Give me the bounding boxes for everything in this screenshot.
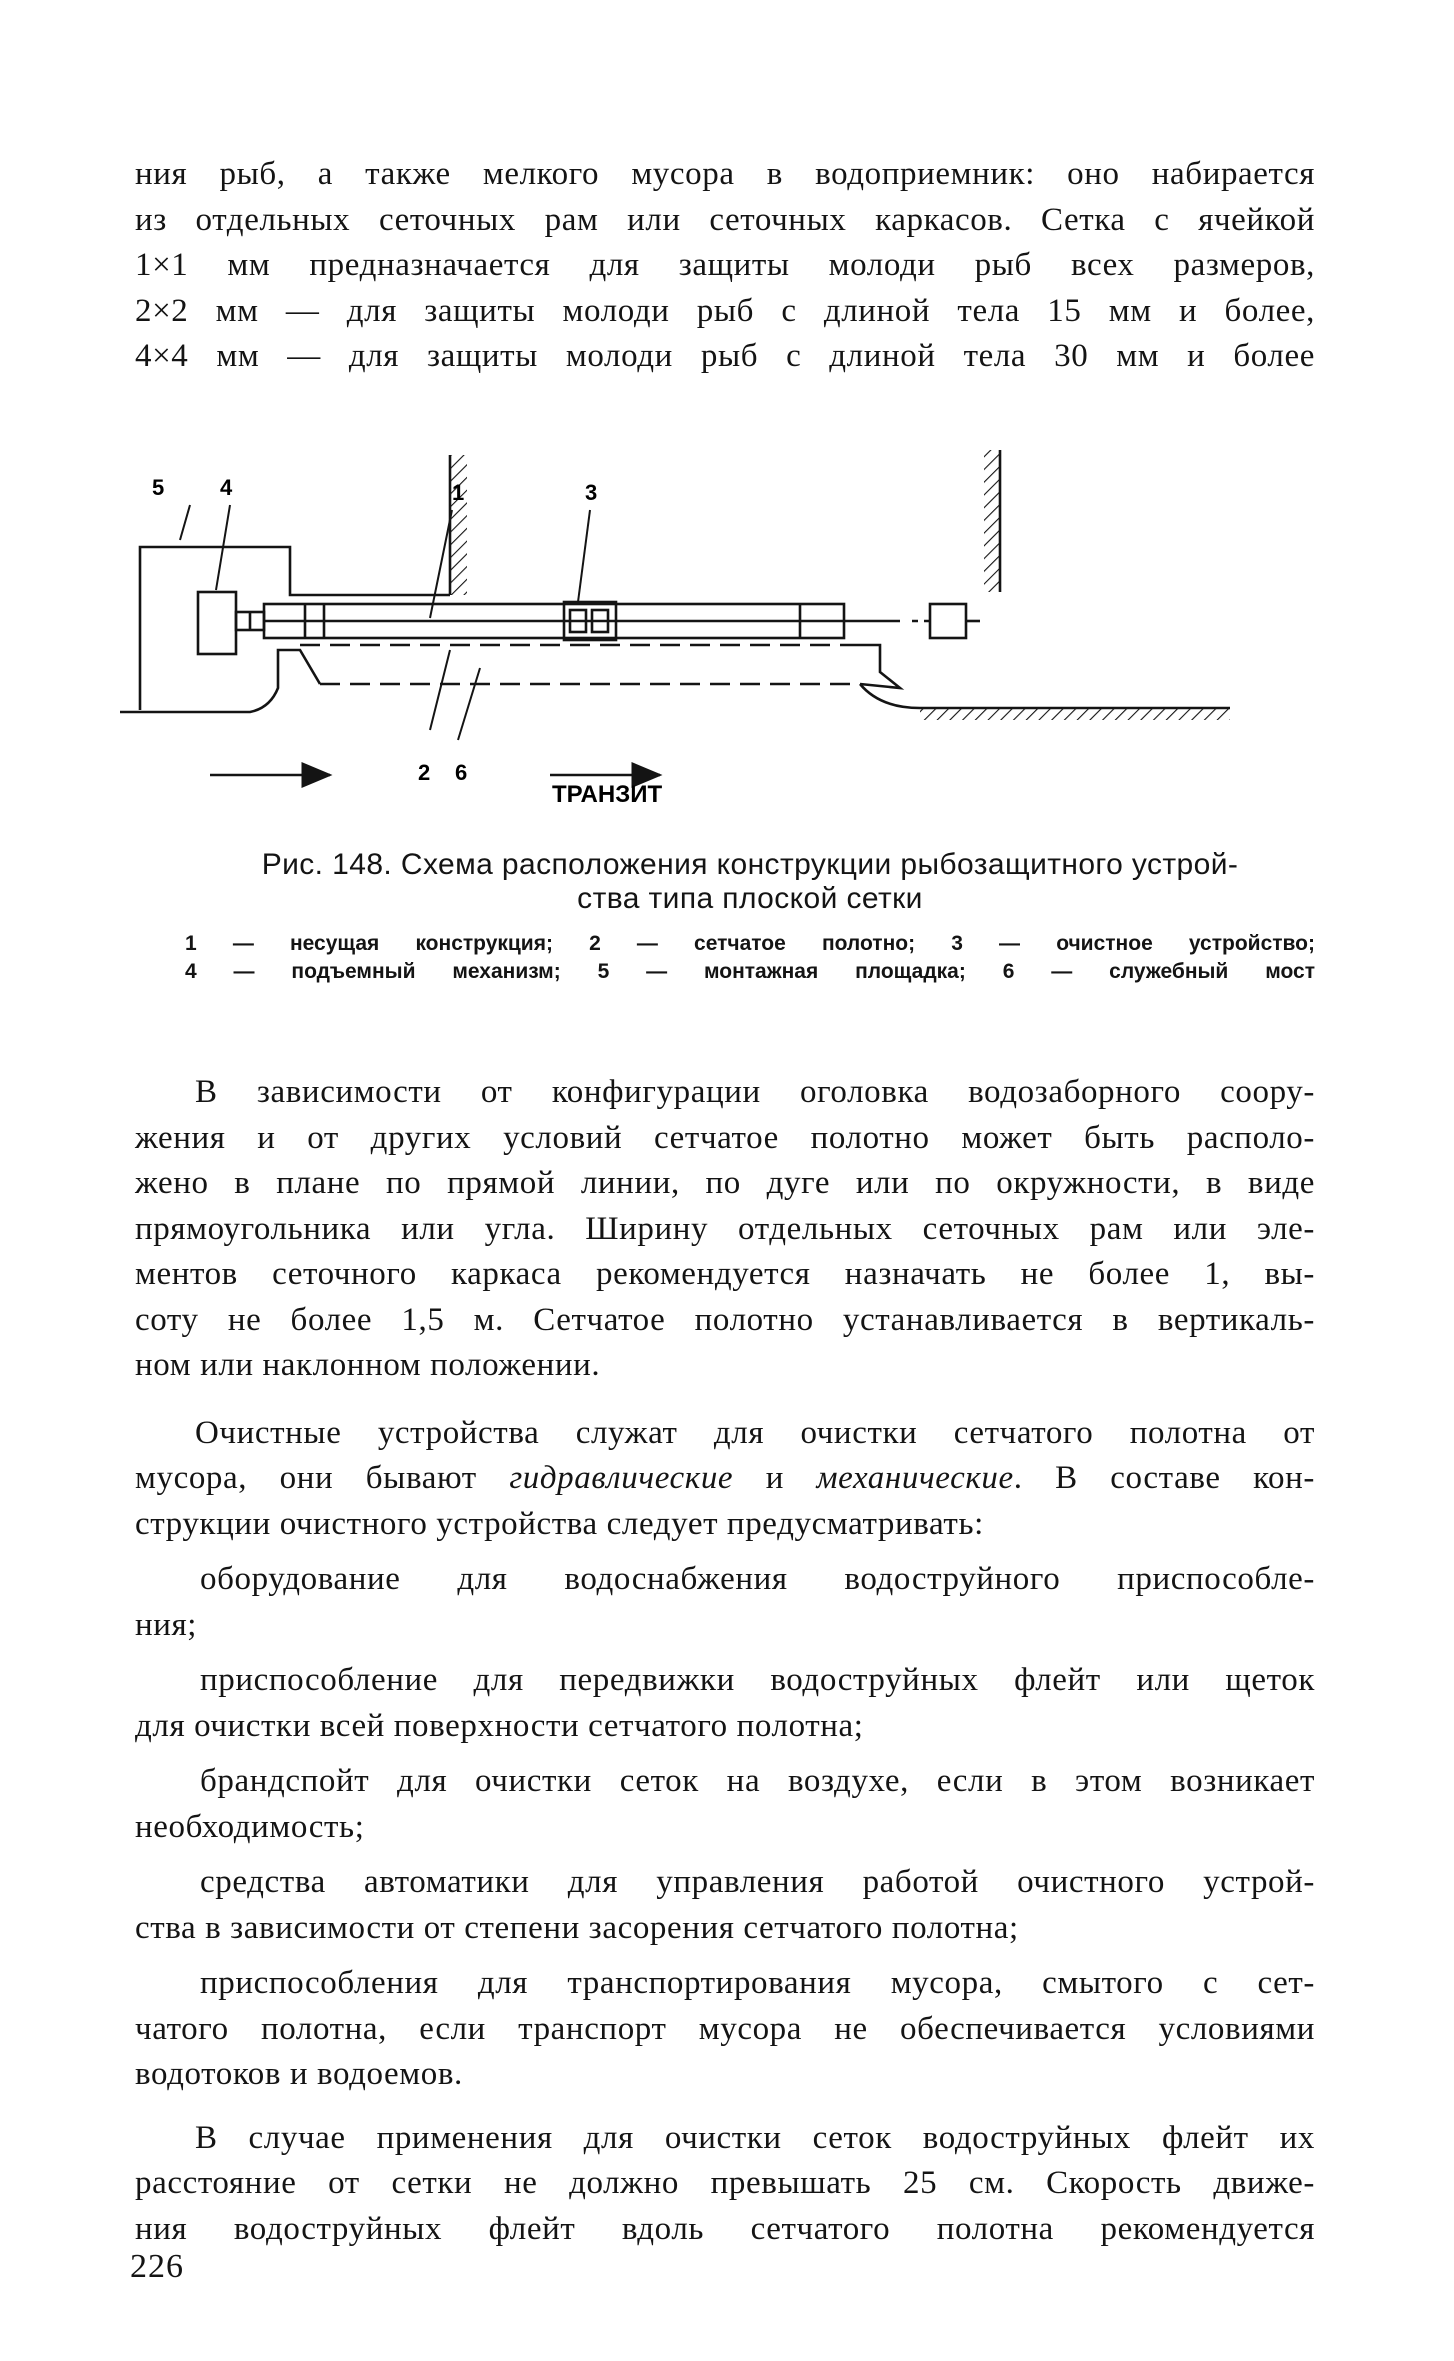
list-item <box>135 1860 1315 1951</box>
leader-3 <box>578 510 590 602</box>
text-line: 2×2 мм — для защиты молоди рыб с длиной тела 15 мм и более, <box>135 292 1315 329</box>
text-line: ния рыб, а также мелкого мусора в водоприемник: оно набирается <box>135 156 1315 192</box>
term-hydraulic: гидравлические <box>509 1460 734 1496</box>
list-item <box>135 1557 1315 1648</box>
right-support <box>860 645 900 688</box>
paragraph-configuration <box>135 1070 1315 1389</box>
list-item <box>135 1658 1315 1749</box>
page-number: 226 <box>130 2248 184 2285</box>
leader-5 <box>180 505 190 540</box>
text-line: соту не более 1,5 м. Сетчатое полотно устанавливается в вертикаль- <box>135 1301 1315 1338</box>
term-mechanical: механические <box>816 1460 1014 1496</box>
legend-line: 1 — несущая конструкция; 2 — сетчатое полотно; 3 — очистное устройство; <box>185 932 1315 955</box>
caption-title <box>185 848 1315 916</box>
caption-title-line: Рис. 148. Схема расположения конструкции рыбозащитного устрой- <box>261 848 1239 881</box>
text-line: необходимость; <box>135 1808 365 1845</box>
figure-caption <box>185 848 1315 986</box>
text-line: В зависимости от конфигурации оголовка водозаборного соору- <box>195 1074 1315 1110</box>
text-line: приспособления для транспортирования мусора, смытого с сет- <box>200 1965 1315 2001</box>
figure-148 <box>152 440 1340 808</box>
caption-title-line: ства типа плоской сетки <box>577 882 923 915</box>
text-line: жено в плане по прямой линии, по дуге или по окружности, в виде <box>135 1165 1315 1201</box>
label-2: 2 <box>418 760 431 785</box>
text-line: ства в зависимости от степени засорения сетчатого полотна; <box>135 1909 1019 1946</box>
text-line: жения и от других условий сетчатое полотно может быть располо- <box>135 1119 1315 1156</box>
text-line: 1×1 мм предназначается для защиты молоди рыб всех размеров, <box>135 247 1315 283</box>
label-transit: ТРАНЗИТ <box>552 781 663 808</box>
text-line: брандспойт для очистки сеток на воздухе, если в этом возникает <box>200 1763 1315 1799</box>
label-5: 5 <box>152 475 165 500</box>
leader-6 <box>458 668 480 740</box>
text-line: ния; <box>135 1606 198 1643</box>
right-wall-hatch <box>984 450 1000 592</box>
text-line: ментов сеточного каркаса рекомендуется назначать не более 1, вы- <box>135 1256 1315 1292</box>
text-line: оборудование для водоснабжения водоструйного приспособле- <box>200 1561 1315 1597</box>
left-support <box>278 650 320 684</box>
label-4: 4 <box>220 475 233 500</box>
text-line: приспособление для передвижки водоструйных флейт или щеток <box>200 1662 1315 1698</box>
text-line: струкции очистного устройства следует предусматривать: <box>135 1505 984 1542</box>
text-line: расстояние от сетки не должно превышать 25 см. Скорость движе- <box>135 2165 1315 2201</box>
right-bank-hatch <box>920 708 1230 720</box>
text-line: чатого полотна, если транспорт мусора не обеспечивается условиями <box>135 2010 1315 2047</box>
caption-legend <box>185 930 1315 986</box>
left-bank <box>120 680 278 712</box>
text-line: водотоков и водоемов. <box>135 2056 463 2092</box>
paragraph-flutes <box>135 2116 1315 2253</box>
text-line: мусора, они бывают гидравлические и механические. В составе кон- <box>135 1460 1315 1496</box>
label-1: 1 <box>452 480 465 505</box>
list-item <box>135 1961 1315 2098</box>
label-3: 3 <box>585 480 598 505</box>
text-line: ном или наклонном положении. <box>135 1347 601 1383</box>
list-item <box>135 1759 1315 1850</box>
text-line: В случае применения для очистки сеток водоструйных флейт их <box>195 2119 1315 2156</box>
paragraph-cleaning-devices <box>135 1411 1315 1548</box>
text-line: 4×4 мм — для защиты молоди рыб с длиной тела 30 мм и более <box>135 338 1315 374</box>
legend-line: 4 — подъемный механизм; 5 — монтажная площадка; 6 — служебный мост <box>185 960 1315 983</box>
text-line: средства автоматики для управления работой очистного устрой- <box>200 1864 1315 1900</box>
text-line: прямоугольника или угла. Ширину отдельных сеточных рам или эле- <box>135 1210 1315 1247</box>
text-line: Очистные устройства служат для очистки сетчатого полотна от <box>195 1414 1315 1451</box>
lifting-mechanism <box>198 592 236 654</box>
montage-platform <box>140 547 450 710</box>
top-paragraph <box>135 152 1315 380</box>
text-line: для очистки всей поверхности сетчатого полотна; <box>135 1707 864 1744</box>
fish-screen-diagram <box>152 440 1340 808</box>
left-wall-hatch <box>451 455 467 595</box>
text-line: ния водоструйных флейт вдоль сетчатого полотна рекомендуется <box>135 2210 1315 2247</box>
leader-2 <box>430 650 450 730</box>
remote-box <box>930 604 966 638</box>
label-6: 6 <box>455 760 468 785</box>
body-text <box>135 1070 1315 2274</box>
right-bank <box>860 684 1230 708</box>
text-line: из отдельных сеточных рам или сеточных каркасов. Сетка с ячейкой <box>135 201 1315 238</box>
